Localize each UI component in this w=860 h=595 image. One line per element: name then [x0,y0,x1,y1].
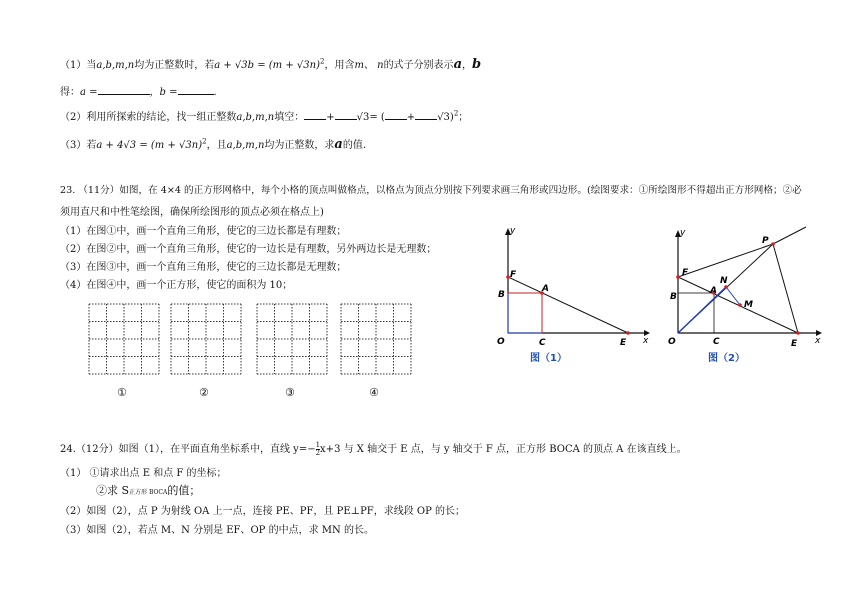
figure-1-caption: 图（1） [530,353,567,364]
q22-part2-line: （2）利用所探索的结论，找一组正整数a,b,m,n填空： + √3= ( + √3)$^2$； [60,109,469,123]
label-C: C [713,337,720,347]
q22-part1-answer-line: 得：a = ，b = . [60,87,217,98]
label-P: P [762,236,769,246]
label-y: y [510,226,516,236]
label-E: E [791,339,798,349]
answer-blank-3[interactable] [385,119,407,120]
q23-item1: （1）在图①中，画一个直角三角形，使它的三边长都是有理数； [60,226,347,237]
q23-item3: （3）在图③中，画一个直角三角形，使它的三边长都是无理数； [60,262,347,273]
grid-label-4: ④ [369,386,379,399]
q24-part3-line: （3）如图（2），若点 M、N 分别是 EF、OP 的中点，求 MN 的长。 [60,525,374,536]
figure-2-caption: 图（2） [708,353,745,364]
label-N: N [720,276,728,286]
label-F: F [682,268,689,278]
q24-part2-line: （2）如图（2），点 P 为射线 OA 上一点，连接 PE、PF，且 PE⊥PF，求线段 OP 的长； [60,506,466,517]
label-O: O [497,337,505,347]
q22-part3-line: （3）若$a + 4√3 = (m + √3n)^2$，且a,b,m,n均为正整数，求a的值. [60,137,367,152]
grid-1[interactable] [88,303,160,375]
line-EF [678,277,798,333]
segment-PF [678,244,773,277]
label-x: x [643,336,649,346]
q23-intro-line2: 须用直尺和中性笔绘图，确保所绘图形的顶点必须在格点上) [60,207,324,218]
q24-part1-sub2: ②求 S正方形 BOCA的值； [96,484,201,497]
grid-3[interactable] [256,303,328,375]
segment-PE [773,244,798,333]
q24-intro-line: 24.（12分）如图（1），在平面直角坐标系中，直线 y=− $\frac{1}{2}$ x+3 与 X 轴交于 E 点，与 y 轴交于 F 点，正方形 BOCA 的顶点 A 在该直线上。 [60,441,687,457]
answer-blank-b[interactable] [178,94,214,95]
label-y: y [680,228,686,238]
q23-item2: （2）在图②中，画一个直角三角形，使它的一边长是有理数，另外两边长是无理数； [60,244,437,255]
q23-intro-line1: 23. （11分）如图，在 4×4 的正方形网格中，每个小格的顶点叫做格点，以格点为顶点分别按下列要求画三角形或四边形。(绘图要求：①所绘图形不得超出正方形网格；②必 [60,185,802,196]
grid-4[interactable] [340,303,412,375]
label-A: A [542,284,549,294]
q23-item4: （4）在图④中，画一个正方形，使它的面积为 10； [60,280,293,291]
label-C: C [539,338,546,348]
grid-label-3: ③ [285,386,295,399]
label-M: M [744,300,753,310]
label-A: A [710,286,717,296]
figure-2 [658,225,828,370]
square-BOCA [508,293,542,333]
grid-label-2: ② [199,386,209,399]
answer-blank-1[interactable] [304,119,326,120]
answer-blank-4[interactable] [415,119,437,120]
label-O: O [668,337,676,347]
label-x: x [815,336,821,346]
fraction-one-half: $\frac{1}{2}$ [315,441,321,457]
label-B: B [498,290,505,300]
grid-label-1: ① [117,386,127,399]
line-EF [508,277,628,333]
q24-part1-line: （1） ①请求出点 E 和点 F 的坐标； [60,468,227,479]
label-F: F [510,270,517,280]
answer-blank-2[interactable] [335,119,357,120]
figure-1 [480,225,650,370]
grid-2[interactable] [170,303,242,375]
label-B: B [670,292,677,302]
label-E: E [620,338,627,348]
answer-blank-a[interactable] [98,94,150,95]
q22-part1-line: （1）当a,b,m,n均为正整数时，若$a + √3b = (m + √3n)^2$，用含m、 n的式子分别表示a，b [60,57,482,72]
